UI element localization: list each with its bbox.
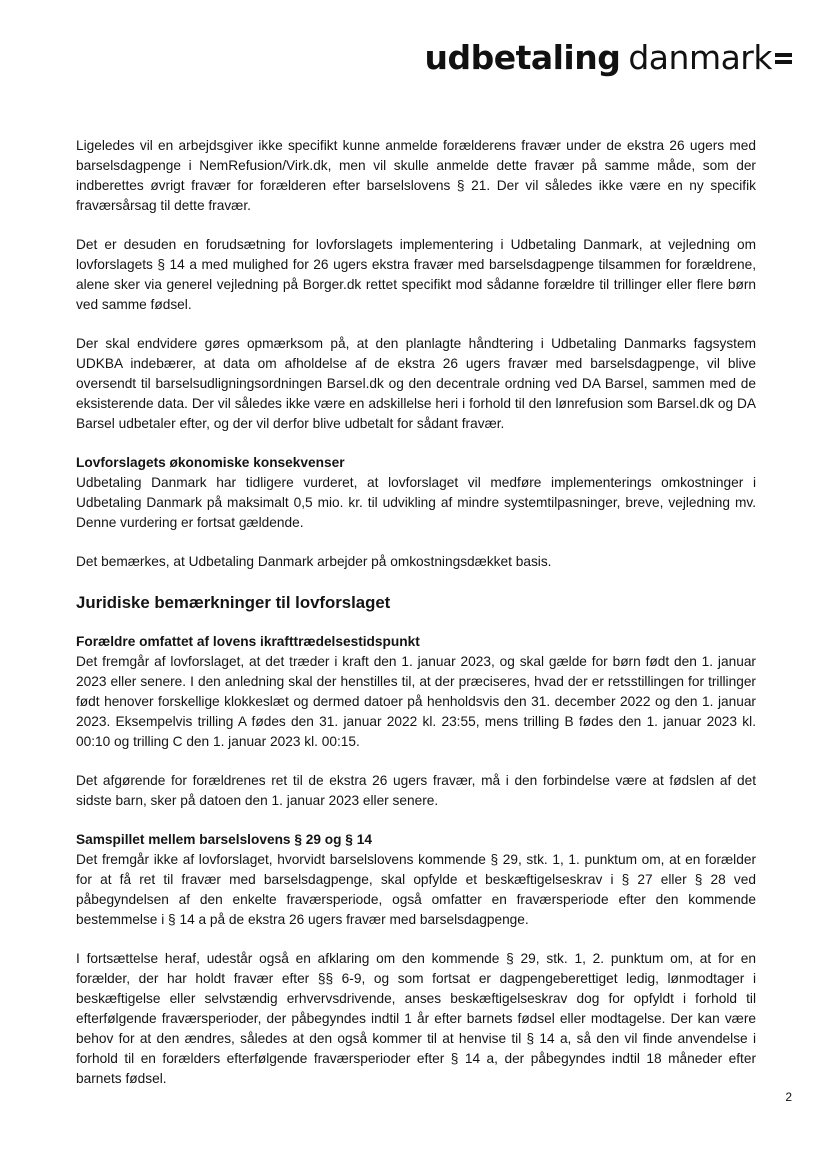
logo-wordmark-light: danmark	[628, 38, 772, 77]
paragraph: Det er desuden en forudsætning for lovforslagets implementering i Udbetaling Danmark, at vejledning om lovforslagets § 14 a med mulighed for 26 ugers ekstra fravær med barselsdagpenge tilsammen for forældrene, alene sker via generel vejledning på Borger.dk rettet specifikt mod sådanne forældre til trillinger eller flere børn ved samme fødsel.	[76, 237, 756, 312]
paragraph: I fortsættelse heraf, udestår også en afklaring om den kommende § 29, stk. 1, 2. punktum om, at for en forælder, der har holdt fravær efter §§ 6-9, og som fortsat er dagpengeberettiget ledig, lønmodtager i beskæftigelse eller selvstændig erhvervsdrivende, anses beskæftigelseskrav dog for opfyldt i forhold til efterfølgende fraværsperioder, der påbegyndes indtil 1 år efter barnets fødsel eller modtagelse. Der kan være behov for at den ændres, således at den også kommer til at henvise til § 14 a, så den vil finde anvendelse i forhold til en forælders efterfølgende fraværsperioder efter § 14 a, der påbegyndes indtil 18 måneder efter barnets fødsel.	[76, 951, 756, 1086]
main-heading-juridiske: Juridiske bemærkninger til lovforslaget	[76, 593, 391, 612]
logo-equals-icon	[775, 51, 792, 67]
logo-wordmark-bold: udbetaling	[424, 38, 621, 77]
paragraph: Det bemærkes, at Udbetaling Danmark arbejder på omkostningsdækket basis.	[76, 554, 552, 569]
paragraph: Udbetaling Danmark har tidligere vurderet, at lovforslaget vil medføre implementerings omkostninger i Udbetaling Danmark på maksimalt 0,5 mio. kr. til udvikling af mindre systemtilpasninger, breve, vejledning mv. Denne vurdering er fortsat gældende.	[76, 475, 756, 530]
paragraph: Ligeledes vil en arbejdsgiver ikke specifikt kunne anmelde forælderens fravær under de ekstra 26 ugers med barselsdagpenge i NemRefusion/Virk.dk, men vil skulle anmelde dette fravær på samme måde, som der indberettes øvrigt fravær for forælderen efter barselslovens § 21. Der vil således ikke være en ny specifik fraværsårsag til dette fravær.	[76, 138, 756, 213]
paragraph: Det fremgår ikke af lovforslaget, hvorvidt barselslovens kommende § 29, stk. 1, 1. punktum om, at en forælder for at få ret til fravær med barselsdagpenge, skal opfylde et beskæftigelseskrav i § 27 eller § 28 ved påbegyndelsen af den enkelte fraværsperiode, også omfatter en fraværsperiode efter den kommende bestemmelse i § 14 a på de ekstra 26 ugers fravær med barselsdagpenge.	[76, 852, 756, 927]
paragraph: Det afgørende for forældrenes ret til de ekstra 26 ugers fravær, må i den forbindelse være at fødslen af det sidste barn, sker på datoen den 1. januar 2023 eller senere.	[76, 773, 756, 808]
document-body	[76, 136, 756, 1108]
page-number: 2	[785, 1090, 792, 1104]
section-heading-foraeldre: Forældre omfattet af lovens ikrafttrædelsestidspunkt	[76, 634, 420, 649]
udbetaling-danmark-logo	[424, 38, 792, 78]
section-heading-okonomi: Lovforslagets økonomiske konsekvenser	[76, 455, 345, 470]
section-heading-samspil: Samspillet mellem barselslovens § 29 og § 14	[76, 832, 372, 847]
paragraph: Det fremgår af lovforslaget, at det træder i kraft den 1. januar 2023, og skal gælde for børn født den 1. januar 2023 eller senere. I den anledning skal der henstilles til, at der præciseres, hvad der er retsstillingen for trillinger født henover forskellige klokkeslæt og dermed datoer på henholdsvis den 31. december 2022 og den 1. januar 2023. Eksempelvis trilling A fødes den 31. januar 2022 kl. 23:55, mens trilling B fødes den 1. januar 2023 kl. 00:10 og trilling C den 1. januar 2023 kl. 00:15.	[76, 654, 756, 749]
paragraph: Der skal endvidere gøres opmærksom på, at den planlagte håndtering i Udbetaling Danmarks fagsystem UDKBA indebærer, at data om afholdelse af de ekstra 26 ugers fravær med barselsdagpenge, vil blive oversendt til barselsudligningsordningen Barsel.dk og den decentrale ordning ved DA Barsel, sammen med de eksisterende data. Der vil således ikke være en adskillelse heri i forhold til den lønrefusion som Barsel.dk og DA Barsel udbetaler efter, og der vil derfor blive udbetalt for sådant fravær.	[76, 336, 756, 431]
